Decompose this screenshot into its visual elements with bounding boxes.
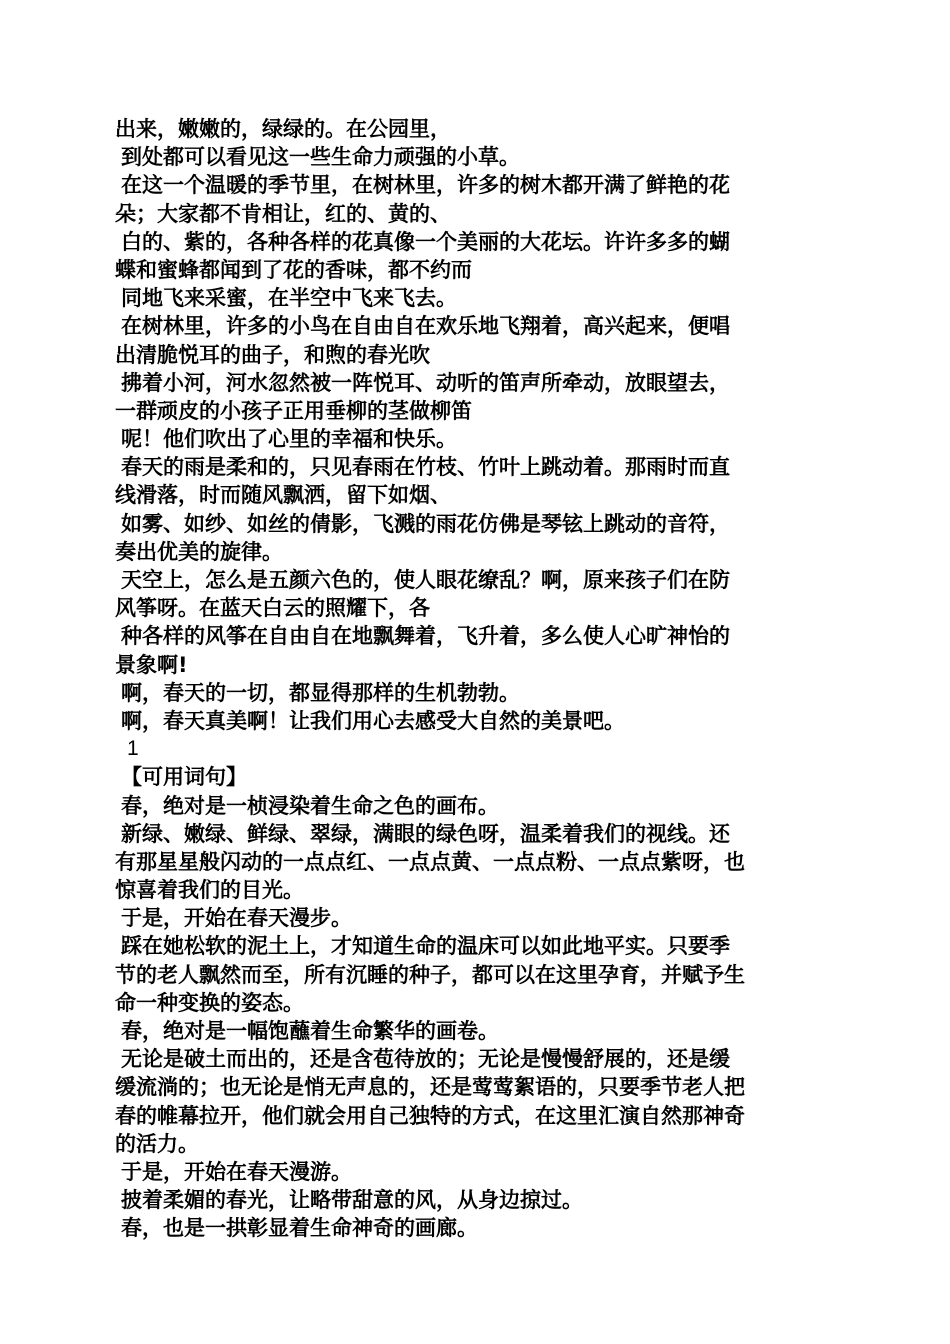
text-line: 春的帷幕拉开，他们就会用自己独特的方式，在这里汇演自然那神奇 [115, 1103, 745, 1128]
text-line: 啊，春天真美啊！让我们用心去感受大自然的美景吧。 [121, 708, 625, 733]
text-line: 蝶和蜜蜂都闻到了花的香味，都不约而 [115, 257, 472, 282]
text-line: 同地飞来采蜜，在半空中飞来飞去。 [121, 286, 457, 311]
text-line: 白的、紫的，各种各样的花真像一个美丽的大花坛。许许多多的蝴 [121, 229, 730, 254]
text-line: 春，也是一拱彰显着生命神奇的画廊。 [121, 1216, 478, 1241]
document-page [115, 115, 837, 1243]
text-line: 天空上，怎么是五颜六色的，使人眼花缭乱？啊，原来孩子们在防 [121, 568, 730, 592]
text-line: 惊喜着我们的目光。 [115, 878, 304, 903]
text-line: 节的老人飘然而至，所有沉睡的种子，都可以在这里孕育，并赋予生 [115, 962, 745, 987]
text-line: 在树林里，许多的小鸟在自由自在欢乐地飞翔着，高兴起来，便唱 [121, 314, 730, 339]
text-line: 披着柔媚的春光，让略带甜意的风，从身边掠过。 [121, 1188, 583, 1213]
text-line: 新绿、嫩绿、鲜绿、翠绿，满眼的绿色呀，温柔着我们的视线。还 [121, 821, 730, 846]
text-line: 春，绝对是一幅饱蘸着生命繁华的画卷。 [121, 1019, 499, 1043]
text-line: 有那星星般闪动的一点点红、一点点黄、一点点粉、一点点紫呀，也 [115, 849, 745, 874]
text-line: 缓流淌的；也无论是悄无声息的，还是莺莺絮语的，只要季节老人把 [115, 1075, 745, 1100]
text-line: 种各样的风筝在自由自在地飘舞着，飞升着，多么使人心旷神怡的 [121, 624, 730, 649]
text-line: 春，绝对是一桢浸染着生命之色的画布。 [121, 793, 499, 818]
text-line: 在这一个温暖的季节里，在树林里，许多的树木都开满了鲜艳的花 [121, 173, 730, 198]
text-line: 如雾、如纱、如丝的倩影，飞溅的雨花仿佛是琴铉上跳动的音符， [121, 511, 730, 536]
text-line: 奏出优美的旋律。 [115, 539, 283, 564]
text-line: 无论是破土而出的，还是含苞待放的；无论是慢慢舒展的，还是缓 [121, 1047, 730, 1072]
text-line: 出清脆悦耳的曲子，和煦的春光吹 [115, 342, 430, 367]
text-line: 春天的雨是柔和的，只见春雨在竹枝、竹叶上跳动着。那雨时而直 [121, 455, 730, 480]
text-line: 踩在她松软的泥土上，才知道生命的温床可以如此地平实。只要季 [121, 934, 730, 959]
text-line: 风筝呀。在蓝天白云的照耀下，各 [115, 596, 430, 621]
text-line: 线滑落，时而随风飘洒，留下如烟、 [115, 483, 451, 508]
text-line: 景象啊! [115, 652, 188, 677]
text-line: 拂着小河，河水忽然被一阵悦耳、动听的笛声所牵动，放眼望去， [121, 370, 730, 395]
text-line: 到处都可以看见这一些生命力顽强的小草。 [121, 145, 520, 170]
text-line: 命一种变换的姿态。 [115, 990, 304, 1015]
text-line: 出来，嫩嫩的，绿绿的。在公园里， [115, 117, 451, 141]
text-line: 的活力。 [115, 1131, 199, 1156]
text-line: 呢！他们吹出了心里的幸福和快乐。 [121, 427, 457, 452]
text-line: 啊，春天的一切，都显得那样的生机勃勃。 [121, 680, 520, 705]
text-line: 朵；大家都不肯相让，红的、黄的、 [115, 201, 451, 226]
text-line: 于是，开始在春天漫步。 [121, 906, 352, 931]
text-line: 于是，开始在春天漫游。 [121, 1159, 352, 1184]
text-line: 【可用词句】 [121, 765, 247, 790]
page-number: 1 [127, 737, 139, 761]
text-line: 一群顽皮的小孩子正用垂柳的茎做柳笛 [115, 398, 472, 423]
